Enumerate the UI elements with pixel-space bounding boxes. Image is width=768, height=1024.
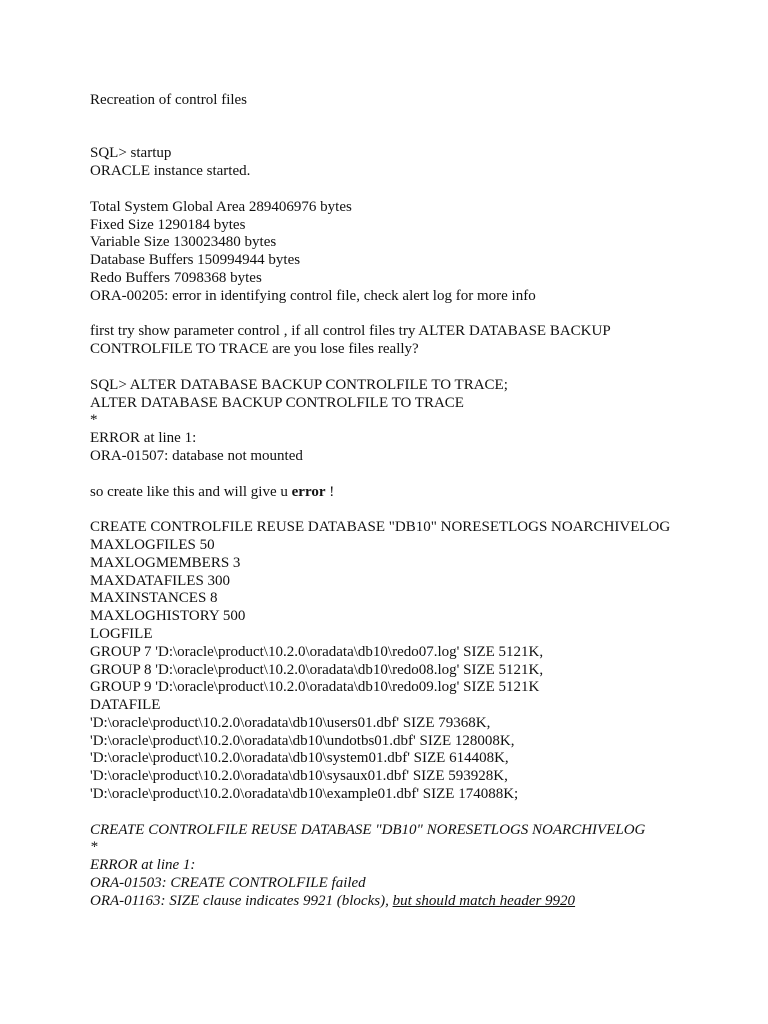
create-statement-line: 'D:\oracle\product\10.2.0\oradata\db10\example01.dbf' SIZE 174088K; xyxy=(90,786,519,803)
create-statement-line: GROUP 7 'D:\oracle\product\10.2.0\oradata\db10\redo07.log' SIZE 5121K, xyxy=(90,643,544,660)
create-statement-line: CREATE CONTROLFILE REUSE DATABASE "DB10" NORESETLOGS NOARCHIVELOG xyxy=(90,519,671,536)
create-statement-line: MAXDATAFILES 300 xyxy=(90,572,231,589)
sga-line: Redo Buffers 7098368 bytes xyxy=(90,269,262,286)
create-statement-line: MAXLOGMEMBERS 3 xyxy=(90,554,241,571)
create-statement-line: GROUP 9 'D:\oracle\product\10.2.0\oradata\db10\redo09.log' SIZE 5121K xyxy=(90,679,540,696)
backup-echo: ALTER DATABASE BACKUP CONTROLFILE TO TRACE xyxy=(90,394,464,411)
error-marker: * xyxy=(90,412,98,429)
spacer xyxy=(90,306,750,324)
create-note-bold: error xyxy=(291,483,326,500)
document-page xyxy=(90,92,750,911)
ora-01163-underlined: but should match header 9920 xyxy=(392,892,576,909)
spacer xyxy=(90,501,750,519)
error-line: ERROR at line 1: xyxy=(90,430,197,447)
ora-00205-error: ORA-00205: error in identifying control file, check alert log for more info xyxy=(90,287,536,304)
create-note-end: ! xyxy=(325,483,335,500)
create-statement-line: 'D:\oracle\product\10.2.0\oradata\db10\sysaux01.dbf' SIZE 593928K, xyxy=(90,768,508,785)
startup-command: SQL> startup xyxy=(90,145,172,162)
create-statement-line: MAXLOGHISTORY 500 xyxy=(90,608,246,625)
ora-01507-error: ORA-01507: database not mounted xyxy=(90,447,303,464)
create-statement-line: MAXLOGFILES 50 xyxy=(90,536,215,553)
error-output-line: ORA-01503: CREATE CONTROLFILE failed xyxy=(90,875,366,892)
advice-line: first try show parameter control , if all control files try ALTER DATABASE BACKUP xyxy=(90,323,611,340)
sga-line: Total System Global Area 289406976 bytes xyxy=(90,198,352,215)
create-statement-line: LOGFILE xyxy=(90,625,153,642)
sga-line: Fixed Size 1290184 bytes xyxy=(90,216,246,233)
spacer xyxy=(90,181,750,199)
ora-01163-text: ORA-01163: SIZE clause indicates 9921 (blocks), xyxy=(90,892,393,909)
spacer xyxy=(90,804,750,822)
ora-01163-error xyxy=(90,893,750,911)
spacer xyxy=(90,110,750,146)
sga-line: Variable Size 130023480 bytes xyxy=(90,234,277,251)
create-note-text: so create like this and will give u xyxy=(90,483,292,500)
create-statement-line: 'D:\oracle\product\10.2.0\oradata\db10\undotbs01.dbf' SIZE 128008K, xyxy=(90,732,515,749)
error-output-line: ERROR at line 1: xyxy=(90,857,196,874)
startup-output: ORACLE instance started. xyxy=(90,163,251,180)
error-output-line: * xyxy=(90,839,98,856)
error-output-line: CREATE CONTROLFILE REUSE DATABASE "DB10" NORESETLOGS NOARCHIVELOG xyxy=(90,821,646,838)
create-note xyxy=(90,484,750,502)
create-statement-line: DATAFILE xyxy=(90,697,161,714)
backup-command: SQL> ALTER DATABASE BACKUP CONTROLFILE TO TRACE; xyxy=(90,376,508,393)
spacer xyxy=(90,359,750,377)
document-title: Recreation of control files xyxy=(90,92,248,108)
sga-line: Database Buffers 150994944 bytes xyxy=(90,252,301,269)
create-statement-line: MAXINSTANCES 8 xyxy=(90,590,218,607)
spacer xyxy=(90,466,750,484)
create-statement-line: GROUP 8 'D:\oracle\product\10.2.0\oradata\db10\redo08.log' SIZE 5121K, xyxy=(90,661,544,678)
create-statement-line: 'D:\oracle\product\10.2.0\oradata\db10\users01.dbf' SIZE 79368K, xyxy=(90,714,491,731)
advice-line: CONTROLFILE TO TRACE are you lose files really? xyxy=(90,341,419,358)
create-statement-line: 'D:\oracle\product\10.2.0\oradata\db10\system01.dbf' SIZE 614408K, xyxy=(90,750,509,767)
